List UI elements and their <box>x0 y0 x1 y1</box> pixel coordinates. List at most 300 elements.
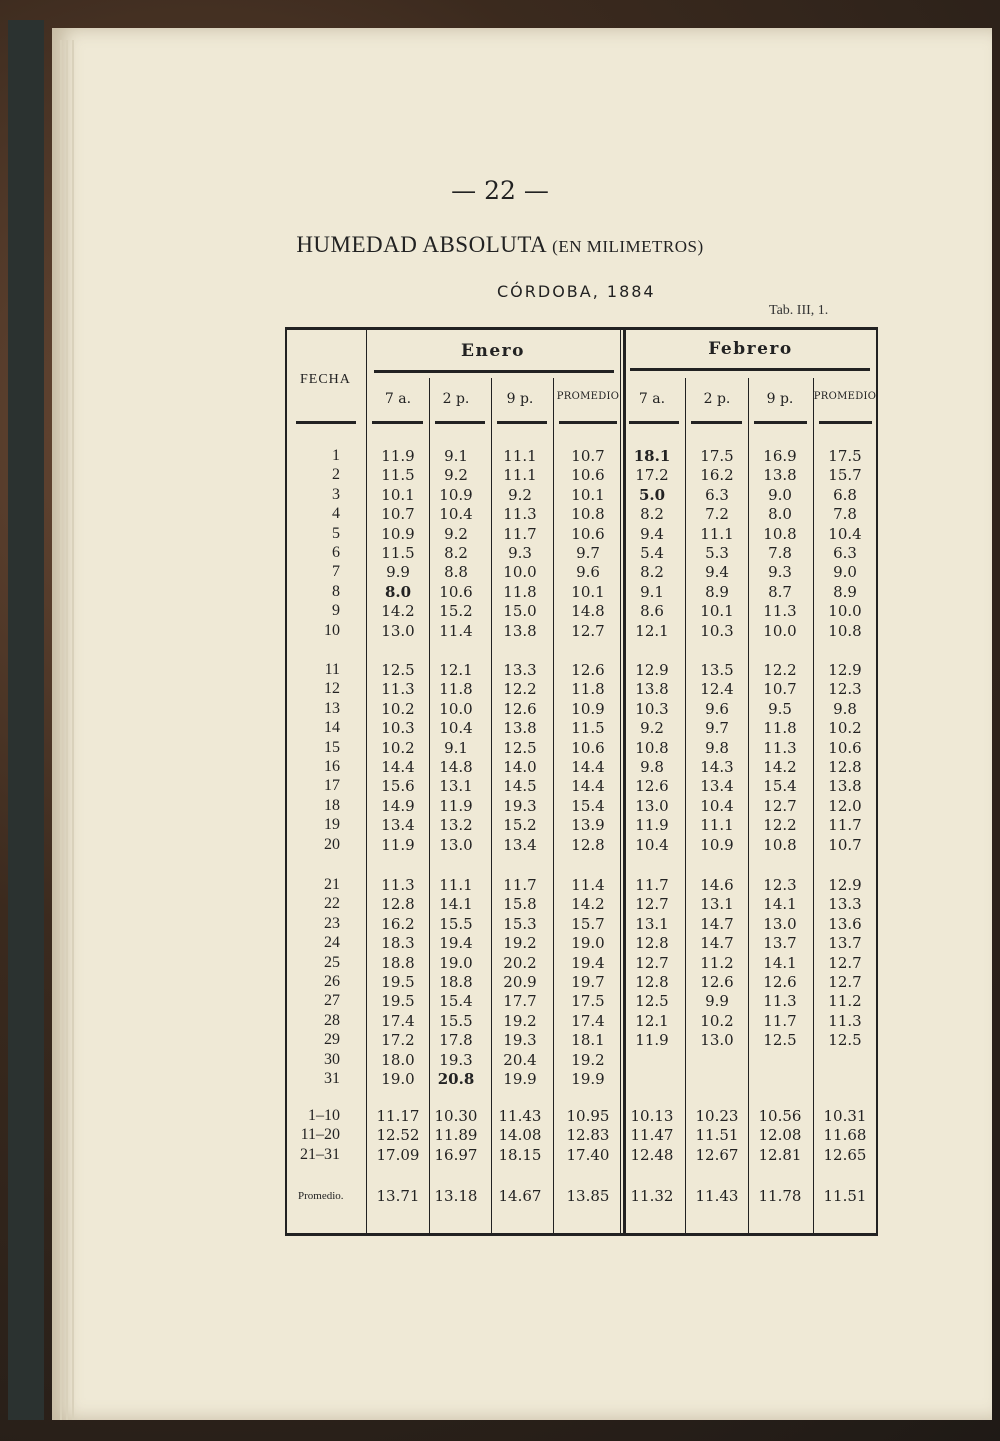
table-cell: 12.81 <box>758 1145 802 1164</box>
row-date: 31 <box>324 1070 340 1087</box>
table-cell: 13.4 <box>700 777 734 796</box>
column-header-hour: 9 p. <box>506 391 534 407</box>
table-cell: 20.4 <box>503 1050 537 1069</box>
column-header-promedio: PROMEDIO <box>556 391 620 402</box>
table-cell: 12.5 <box>635 992 669 1011</box>
table-cell: 11.3 <box>828 1011 862 1030</box>
table-cell: 13.1 <box>635 914 669 933</box>
table-cell: 11.2 <box>828 992 862 1011</box>
table-cell: 14.4 <box>571 777 605 796</box>
table-cell: 14.4 <box>381 758 415 776</box>
table-cell: 13.0 <box>635 796 669 815</box>
table-cell: 15.4 <box>763 777 797 796</box>
table-cell: 13.3 <box>828 895 862 914</box>
title-unit: (EN MILIMETROS) <box>552 237 704 256</box>
table-cell: 15.5 <box>439 1011 473 1030</box>
column-header-hour: 9 p. <box>766 391 794 407</box>
table-cell: 12.8 <box>828 758 862 776</box>
table-cell: 20.8 <box>437 1070 475 1088</box>
table-cell: 11.8 <box>763 719 797 738</box>
table-cell: 11.9 <box>439 796 473 815</box>
table-cell: 10.2 <box>381 738 415 757</box>
table-cell: 17.5 <box>700 447 734 465</box>
row-date: 17 <box>324 777 340 795</box>
table-cell: 12.5 <box>763 1031 797 1050</box>
table-cell: 19.0 <box>381 1070 415 1088</box>
table-cell: 9.9 <box>386 563 410 582</box>
table-cell: 15.0 <box>503 602 537 621</box>
table-cell: 14.9 <box>381 796 415 815</box>
table-cell: 17.2 <box>635 466 669 485</box>
table-cell: 11.1 <box>700 816 734 835</box>
table-cell: 18.15 <box>498 1145 542 1164</box>
table-cell: 10.4 <box>439 505 473 524</box>
table-reference: Tab. III, 1. <box>769 303 829 318</box>
table-cell: 8.0 <box>384 582 412 601</box>
table-cell: 13.5 <box>700 661 734 679</box>
table-cell: 16.2 <box>700 466 734 485</box>
table-cell: 10.7 <box>381 505 415 524</box>
table-cell: 12.1 <box>439 661 473 679</box>
table-cell: 11.3 <box>381 680 415 699</box>
row-date: 11 <box>324 661 340 678</box>
table-cell: 8.6 <box>640 602 664 621</box>
table-cell: 13.2 <box>439 816 473 835</box>
table-cell: 14.6 <box>700 876 734 894</box>
row-date: 10 <box>324 621 340 639</box>
header-underline <box>296 421 356 424</box>
month-brace <box>630 368 870 371</box>
table-top-rule <box>285 327 878 330</box>
table-cell: 10.1 <box>571 582 605 601</box>
header-underline <box>372 421 423 424</box>
header-underline <box>629 421 679 424</box>
table-cell: 10.4 <box>700 796 734 815</box>
average-cell: 11.43 <box>695 1187 739 1205</box>
table-cell: 12.9 <box>828 876 862 894</box>
table-cell: 11.9 <box>381 835 415 854</box>
table-cell: 10.8 <box>763 835 797 854</box>
table-cell: 15.4 <box>439 992 473 1011</box>
header-underline <box>435 421 485 424</box>
table-cell: 11.3 <box>381 876 415 894</box>
table-cell: 12.2 <box>763 661 797 679</box>
row-date: 1–10 <box>308 1107 340 1124</box>
row-date: 9 <box>332 602 340 620</box>
column-header-promedio: PROMEDIO <box>813 391 877 402</box>
table-cell: 19.9 <box>503 1070 537 1088</box>
column-header-hour: 7 a. <box>638 391 666 407</box>
table-cell: 12.2 <box>503 680 537 699</box>
table-cell: 16.2 <box>381 914 415 933</box>
table-cell: 10.1 <box>571 485 605 504</box>
row-date: 21–31 <box>300 1145 340 1163</box>
table-cell: 11.1 <box>700 524 734 543</box>
table-cell: 8.9 <box>833 582 857 601</box>
table-cell: 12.67 <box>695 1145 739 1164</box>
table-cell: 12.52 <box>376 1126 420 1145</box>
table-cell: 12.9 <box>635 661 669 679</box>
table-cell: 13.4 <box>503 835 537 854</box>
column-header-hour: 2 p. <box>442 391 470 407</box>
table-cell: 9.8 <box>705 738 729 757</box>
table-cell: 18.1 <box>633 447 671 465</box>
table-cell: 10.6 <box>571 466 605 485</box>
table-cell: 13.9 <box>571 816 605 835</box>
row-date: 25 <box>324 953 340 971</box>
table-cell: 6.3 <box>833 544 857 562</box>
table-cell: 9.1 <box>444 447 468 465</box>
row-date: 20 <box>324 835 340 853</box>
table-cell: 11.7 <box>635 876 669 894</box>
table-cell: 6.8 <box>833 485 857 504</box>
table-cell: 19.2 <box>503 1011 537 1030</box>
average-cell: 13.85 <box>566 1187 610 1205</box>
table-cell: 9.1 <box>444 738 468 757</box>
table-cell: 12.7 <box>635 953 669 972</box>
table-cell: 11.1 <box>503 466 537 485</box>
table-cell: 11.89 <box>434 1126 478 1145</box>
table-cell: 20.2 <box>503 953 537 972</box>
table-cell: 12.65 <box>823 1145 867 1164</box>
table-cell: 10.4 <box>635 835 669 854</box>
table-cell: 9.9 <box>705 992 729 1011</box>
table-cell: 7.8 <box>768 544 792 562</box>
table-cell: 11.5 <box>381 544 415 562</box>
row-date: 23 <box>324 914 340 932</box>
table-cell: 10.1 <box>381 485 415 504</box>
table-cell: 14.2 <box>763 758 797 776</box>
table-cell: 12.7 <box>828 953 862 972</box>
average-cell: 11.51 <box>823 1187 867 1205</box>
table-cell: 9.3 <box>768 563 792 582</box>
header-underline <box>559 421 617 424</box>
row-date: 24 <box>324 934 340 952</box>
table-cell: 15.6 <box>381 777 415 796</box>
date-column-header: FECHA <box>300 372 351 387</box>
table-cell: 13.7 <box>763 934 797 953</box>
table-cell: 11.3 <box>503 505 537 524</box>
table-cell: 11.9 <box>635 816 669 835</box>
table-cell: 20.9 <box>503 973 537 991</box>
table-cell: 11.7 <box>503 524 537 543</box>
table-cell: 11.2 <box>700 953 734 972</box>
table-cell: 10.3 <box>700 621 734 640</box>
table-cell: 10.2 <box>700 1011 734 1030</box>
table-cell: 19.4 <box>571 953 605 972</box>
row-date: 22 <box>324 895 340 913</box>
table-cell: 14.1 <box>763 953 797 972</box>
table-cell: 11.1 <box>503 447 537 465</box>
table-cell: 12.0 <box>828 796 862 815</box>
table-cell: 10.9 <box>700 835 734 854</box>
table-cell: 12.7 <box>763 796 797 815</box>
table-cell: 12.8 <box>571 835 605 854</box>
table-cell: 11.7 <box>763 1011 797 1030</box>
average-cell: 11.32 <box>630 1187 674 1205</box>
table-cell: 14.8 <box>439 758 473 776</box>
table-cell: 12.5 <box>828 1031 862 1050</box>
table-cell: 8.7 <box>768 582 792 601</box>
table-cell: 12.8 <box>381 895 415 914</box>
table-cell: 13.8 <box>503 719 537 738</box>
table-cell: 10.9 <box>571 699 605 718</box>
table-cell: 19.5 <box>381 992 415 1011</box>
row-date: 16 <box>324 758 340 775</box>
row-date: 19 <box>324 816 340 834</box>
month-header-febrero: Febrero <box>708 339 793 359</box>
table-cell: 17.5 <box>571 992 605 1011</box>
table-cell: 14.5 <box>503 777 537 796</box>
table-cell: 12.1 <box>635 1011 669 1030</box>
table-cell: 10.9 <box>439 485 473 504</box>
table-cell: 19.3 <box>503 1031 537 1050</box>
table-cell: 11.7 <box>828 816 862 835</box>
table-cell: 16.97 <box>434 1145 478 1164</box>
table-cell: 10.4 <box>828 524 862 543</box>
table-cell: 11.3 <box>763 602 797 621</box>
table-cell: 11.8 <box>571 680 605 699</box>
table-cell: 19.0 <box>571 934 605 953</box>
table-cell: 8.0 <box>768 505 792 524</box>
table-cell: 17.8 <box>439 1031 473 1050</box>
table-cell: 9.8 <box>640 758 664 776</box>
table-cell: 15.7 <box>828 466 862 485</box>
location-year: CÓRDOBA, 1884 <box>497 282 656 301</box>
table-cell: 19.2 <box>571 1050 605 1069</box>
table-cell: 12.1 <box>635 621 669 640</box>
table-cell: 10.8 <box>635 738 669 757</box>
table-cell: 15.2 <box>503 816 537 835</box>
table-cell: 11.9 <box>381 447 415 465</box>
table-cell: 9.5 <box>768 699 792 718</box>
table-cell: 19.7 <box>571 973 605 991</box>
header-underline <box>819 421 872 424</box>
table-left-rule <box>285 327 287 1233</box>
table-cell: 10.0 <box>828 602 862 621</box>
table-cell: 17.09 <box>376 1145 420 1164</box>
table-cell: 11.47 <box>630 1126 674 1145</box>
row-date: 21 <box>324 876 340 893</box>
row-date: 5 <box>332 524 340 542</box>
table-cell: 10.13 <box>630 1107 674 1125</box>
average-cell: 13.71 <box>376 1187 420 1205</box>
table-cell: 10.1 <box>700 602 734 621</box>
row-date: 7 <box>332 563 340 581</box>
average-cell: 14.67 <box>498 1187 542 1205</box>
table-cell: 10.6 <box>571 524 605 543</box>
table-cell: 11.5 <box>571 719 605 738</box>
row-date: 27 <box>324 992 340 1010</box>
table-cell: 16.9 <box>763 447 797 465</box>
table-cell: 10.7 <box>763 680 797 699</box>
table-cell: 14.7 <box>700 914 734 933</box>
table-cell: 12.7 <box>571 621 605 640</box>
table-cell: 13.0 <box>763 914 797 933</box>
month-header-enero: Enero <box>461 341 525 361</box>
table-cell: 13.8 <box>763 466 797 485</box>
table-cell: 11.68 <box>823 1126 867 1145</box>
row-date: 30 <box>324 1050 340 1068</box>
table-cell: 15.3 <box>503 914 537 933</box>
book-spine <box>8 20 44 1420</box>
table-cell: 9.2 <box>444 466 468 485</box>
table-cell: 10.2 <box>381 699 415 718</box>
table-cell: 9.1 <box>640 582 664 601</box>
table-cell: 12.3 <box>763 876 797 894</box>
table-cell: 19.3 <box>503 796 537 815</box>
table-cell: 14.3 <box>700 758 734 776</box>
table-cell: 14.4 <box>571 758 605 776</box>
table-cell: 19.9 <box>571 1070 605 1088</box>
table-cell: 8.2 <box>444 544 468 562</box>
table-cell: 10.8 <box>571 505 605 524</box>
table-cell: 13.0 <box>381 621 415 640</box>
table-cell: 8.2 <box>640 505 664 524</box>
table-cell: 10.2 <box>828 719 862 738</box>
table-cell: 18.1 <box>571 1031 605 1050</box>
table-cell: 10.7 <box>571 447 605 465</box>
table-cell: 15.8 <box>503 895 537 914</box>
table-cell: 10.0 <box>503 563 537 582</box>
table-cell: 13.1 <box>700 895 734 914</box>
table-cell: 9.2 <box>640 719 664 738</box>
row-date: 2 <box>332 466 340 484</box>
table-cell: 9.3 <box>508 544 532 562</box>
table-cell: 14.1 <box>439 895 473 914</box>
table-cell: 12.8 <box>635 973 669 991</box>
row-date: 4 <box>332 505 340 523</box>
row-date: 6 <box>332 544 340 561</box>
table-cell: 11.4 <box>439 621 473 640</box>
header-underline <box>497 421 547 424</box>
table-cell: 12.08 <box>758 1126 802 1145</box>
table-cell: 13.8 <box>503 621 537 640</box>
table-cell: 6.3 <box>705 485 729 504</box>
table-cell: 7.2 <box>705 505 729 524</box>
table-cell: 12.3 <box>828 680 862 699</box>
table-cell: 12.8 <box>635 934 669 953</box>
table-cell: 11.3 <box>763 738 797 757</box>
month-brace <box>374 370 614 373</box>
page-number: — 22 — <box>451 176 549 205</box>
table-cell: 19.3 <box>439 1050 473 1069</box>
table-cell: 9.4 <box>705 563 729 582</box>
table-cell: 9.0 <box>833 563 857 582</box>
table-cell: 14.8 <box>571 602 605 621</box>
table-cell: 17.40 <box>566 1145 610 1164</box>
column-rule <box>553 378 554 1233</box>
table-cell: 13.6 <box>828 914 862 933</box>
title-main: HUMEDAD ABSOLUTA <box>296 232 546 257</box>
table-cell: 14.1 <box>763 895 797 914</box>
table-cell: 9.0 <box>768 485 792 504</box>
table-cell: 10.0 <box>439 699 473 718</box>
table-cell: 18.0 <box>381 1050 415 1069</box>
table-cell: 12.6 <box>700 973 734 991</box>
table-cell: 10.6 <box>571 738 605 757</box>
table-cell: 12.5 <box>381 661 415 679</box>
table-cell: 9.7 <box>705 719 729 738</box>
table-cell: 12.4 <box>700 680 734 699</box>
table-cell: 10.6 <box>439 582 473 601</box>
table-cell: 9.2 <box>508 485 532 504</box>
table-cell: 13.4 <box>381 816 415 835</box>
table-cell: 14.08 <box>498 1126 542 1145</box>
table-cell: 10.3 <box>635 699 669 718</box>
table-cell: 15.7 <box>571 914 605 933</box>
row-date: 29 <box>324 1031 340 1049</box>
row-date: 8 <box>332 582 340 600</box>
row-date: 13 <box>324 699 340 717</box>
table-cell: 10.7 <box>828 835 862 854</box>
row-date: 26 <box>324 973 340 990</box>
row-date: 15 <box>324 738 340 756</box>
table-cell: 9.4 <box>640 524 664 543</box>
table-cell: 17.5 <box>828 447 862 465</box>
table-cell: 14.0 <box>503 758 537 776</box>
table-cell: 15.5 <box>439 914 473 933</box>
table-cell: 12.6 <box>503 699 537 718</box>
table-cell: 8.9 <box>705 582 729 601</box>
table-cell: 10.8 <box>763 524 797 543</box>
table-cell: 19.0 <box>439 953 473 972</box>
table-cell: 9.2 <box>444 524 468 543</box>
table-cell: 11.17 <box>376 1107 420 1125</box>
table-cell: 14.2 <box>571 895 605 914</box>
table-cell: 11.5 <box>381 466 415 485</box>
table-cell: 11.8 <box>439 680 473 699</box>
table-cell: 13.0 <box>700 1031 734 1050</box>
page-title <box>0 232 1000 258</box>
table-cell: 12.48 <box>630 1145 674 1164</box>
average-cell: 13.18 <box>434 1187 478 1205</box>
table-cell: 11.4 <box>571 876 605 894</box>
row-date: 1 <box>332 447 340 464</box>
table-cell: 12.7 <box>635 895 669 914</box>
table-cell: 15.2 <box>439 602 473 621</box>
table-cell: 19.4 <box>439 934 473 953</box>
table-cell: 17.2 <box>381 1031 415 1050</box>
table-cell: 11.3 <box>763 992 797 1011</box>
table-cell: 11.43 <box>498 1107 542 1125</box>
average-label: Promedio. <box>298 1190 344 1202</box>
table-cell: 13.3 <box>503 661 537 679</box>
header-underline <box>754 421 807 424</box>
table-cell: 10.6 <box>828 738 862 757</box>
table-cell: 13.8 <box>828 777 862 796</box>
table-cell: 12.9 <box>828 661 862 679</box>
table-cell: 13.1 <box>439 777 473 796</box>
column-header-hour: 2 p. <box>703 391 731 407</box>
column-header-hour: 7 a. <box>384 391 412 407</box>
table-cell: 5.3 <box>705 544 729 562</box>
table-cell: 14.2 <box>381 602 415 621</box>
table-cell: 9.7 <box>576 544 600 562</box>
table-cell: 11.7 <box>503 876 537 894</box>
table-cell: 10.9 <box>381 524 415 543</box>
table-cell: 12.6 <box>635 777 669 796</box>
table-cell: 11.1 <box>439 876 473 894</box>
row-date: 12 <box>324 680 340 698</box>
table-cell: 12.2 <box>763 816 797 835</box>
table-cell: 11.8 <box>503 582 537 601</box>
table-cell: 10.0 <box>763 621 797 640</box>
row-date: 11–20 <box>300 1126 340 1144</box>
table-cell: 13.0 <box>439 835 473 854</box>
header-underline <box>691 421 742 424</box>
table-cell: 15.4 <box>571 796 605 815</box>
